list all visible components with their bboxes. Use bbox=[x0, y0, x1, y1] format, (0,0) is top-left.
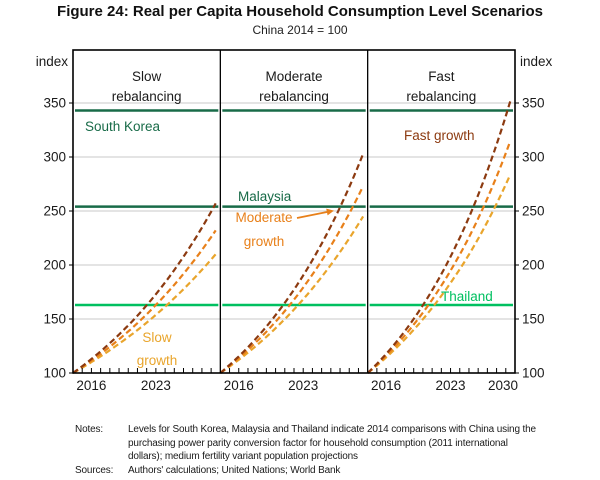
y-tick-label-right: 250 bbox=[522, 203, 545, 219]
series-line-moderate-growth bbox=[73, 230, 216, 373]
label-moderate-growth: Moderate bbox=[235, 210, 293, 225]
series-line-slow-growth bbox=[368, 174, 511, 373]
label-slow-growth: growth bbox=[136, 353, 178, 368]
notes-line: dollars); medium fertility variant population projections bbox=[128, 451, 358, 462]
x-tick-label: 2023 bbox=[288, 378, 319, 393]
x-tick-label: 2016 bbox=[223, 378, 254, 393]
y-tick-label-right: 100 bbox=[522, 365, 545, 381]
moderate-growth-arrow bbox=[297, 209, 334, 218]
label-slow-growth: Slow bbox=[142, 330, 172, 345]
y-tick-label-left: 150 bbox=[43, 311, 66, 327]
panel-title: rebalancing bbox=[111, 89, 182, 104]
y-axis-unit-left: index bbox=[35, 54, 68, 69]
notes-line: Levels for South Korea, Malaysia and Thailand indicate 2014 comparisons with China using the bbox=[128, 424, 536, 435]
y-tick-label-right: 150 bbox=[522, 311, 545, 327]
y-tick-label-right: 200 bbox=[522, 257, 545, 273]
panel-title: rebalancing bbox=[406, 89, 477, 104]
panel-title: Fast bbox=[428, 69, 455, 84]
y-tick-label-right: 350 bbox=[522, 95, 545, 111]
panel-title: Slow bbox=[132, 69, 162, 84]
x-tick-label: 2023 bbox=[435, 378, 466, 393]
panel-title: Moderate bbox=[265, 69, 323, 84]
y-axis-unit-right: index bbox=[520, 54, 553, 69]
chart-canvas bbox=[0, 40, 600, 420]
x-tick-label: 2016 bbox=[76, 378, 107, 393]
y-tick-label-left: 350 bbox=[43, 95, 66, 111]
arrow-shaft bbox=[297, 211, 332, 218]
y-tick-label-right: 300 bbox=[522, 149, 545, 165]
label-thailand: Thailand bbox=[441, 289, 493, 304]
sources-text: Authors' calculations; United Nations; World Bank bbox=[128, 464, 341, 476]
notes-line: purchasing power parity conversion factor for household consumption (2011 international bbox=[128, 437, 508, 449]
x-tick-label: 2016 bbox=[371, 378, 402, 393]
panel-titles bbox=[112, 69, 476, 104]
notes-label: Notes: bbox=[75, 424, 104, 435]
annotations bbox=[85, 119, 493, 368]
figure-subtitle: China 2014 = 100 bbox=[252, 23, 348, 37]
panel-title: rebalancing bbox=[259, 89, 329, 104]
series-line-moderate-growth bbox=[368, 141, 511, 373]
arrow-head bbox=[326, 209, 334, 216]
notes-text bbox=[128, 423, 585, 464]
figure-footnotes bbox=[75, 423, 585, 477]
label-south-korea: South Korea bbox=[85, 119, 161, 134]
axis-ticks bbox=[69, 103, 519, 373]
y-tick-label-left: 100 bbox=[43, 365, 66, 381]
y-tick-label-left: 200 bbox=[43, 257, 66, 273]
label-moderate-growth: growth bbox=[243, 234, 285, 249]
notes-row bbox=[75, 423, 585, 464]
label-fast-growth: Fast growth bbox=[404, 128, 475, 143]
label-malaysia: Malaysia bbox=[238, 189, 292, 204]
x-tick-label: 2030 bbox=[487, 378, 519, 393]
series-line-fast-growth bbox=[73, 203, 216, 373]
y-tick-label-left: 300 bbox=[43, 149, 66, 165]
sources-label: Sources: bbox=[75, 464, 114, 476]
series-line-fast-growth bbox=[220, 154, 363, 373]
y-tick-label-left: 250 bbox=[43, 203, 66, 219]
x-tick-label: 2023 bbox=[140, 378, 171, 393]
figure-title: Figure 24: Real per Capita Household Consumption Level Scenarios bbox=[57, 3, 543, 20]
sources-row bbox=[75, 464, 585, 478]
